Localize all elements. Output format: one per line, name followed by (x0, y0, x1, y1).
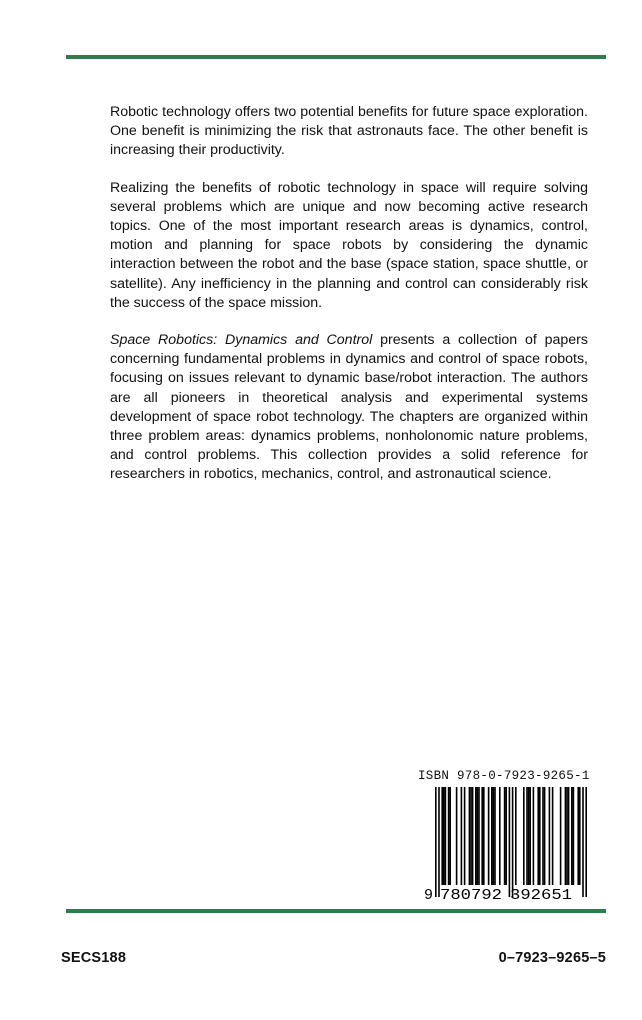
barcode-bar (499, 787, 501, 885)
book-title: Space Robotics: Dynamics and Control (110, 332, 373, 349)
barcode-bar (438, 787, 440, 897)
barcode-bar (478, 787, 480, 885)
blurb-paragraph-1: Robotic technology offers two potential benefits for future space exploration. One benefit is minimizing the risk that astronauts face. The other benefit is increasing their productivity. (110, 104, 588, 159)
barcode-bar (512, 787, 514, 897)
barcode-bar (461, 787, 463, 885)
barcode-bar (515, 787, 517, 885)
barcode-bar (472, 787, 474, 885)
barcode-bar (448, 787, 450, 885)
barcode-bar (582, 787, 584, 897)
barcode-bar (475, 787, 477, 885)
barcode-digit-first: 9 (424, 887, 434, 901)
barcode-bar (469, 787, 471, 885)
blurb-paragraph-2: Realizing the benefits of robotic technology in space will require solving several problems which are unique and now becoming active research topics. One of the most important research areas is dynamics, control, motion and planning for space robots by considering the dynamic interaction between the robot and the base (space station, space shuttle, or satellite). Any inefficiency in the planning and control can considerably risk the success of the space mission. (110, 179, 588, 311)
barcode-bar (493, 787, 495, 885)
barcode-bar (565, 787, 567, 885)
barcode-bar (585, 787, 587, 897)
barcode-bar (549, 787, 551, 885)
isbn-barcode-block (418, 769, 594, 909)
isbn-label: ISBN 978-0-7923-9265-1 (418, 769, 590, 783)
barcode-bar (494, 787, 496, 885)
barcode-digits-right: 392651 (510, 887, 572, 901)
barcode-bar (491, 787, 493, 885)
barcode-bar (571, 787, 573, 885)
barcode-bar (533, 787, 535, 885)
barcode-bar (483, 787, 485, 885)
series-code: SECS188 (61, 950, 127, 966)
barcode-bar (528, 787, 530, 885)
barcode-bar (504, 787, 506, 885)
back-cover-blurb (110, 103, 588, 503)
barcode-bar (552, 787, 554, 885)
barcode-bar (573, 787, 575, 885)
barcode-bar (470, 787, 472, 885)
ean13-barcode (424, 787, 588, 901)
barcode-bar (449, 787, 451, 885)
barcode-bar (441, 787, 443, 885)
barcode-bar (464, 787, 466, 885)
barcode-bar (577, 787, 579, 885)
barcode-bar (456, 787, 458, 885)
bottom-green-rule (66, 909, 606, 913)
barcode-bar (481, 787, 483, 885)
barcode-bar (539, 787, 541, 885)
barcode-graphic (424, 787, 588, 901)
barcode-bar (523, 787, 525, 885)
barcode-bar (443, 787, 445, 885)
barcode-bar (566, 787, 568, 885)
barcode-bar (579, 787, 581, 885)
barcode-bar (526, 787, 528, 885)
barcode-bar (445, 787, 447, 885)
isbn-10: 0–7923–9265–5 (498, 950, 606, 966)
barcode-bar (529, 787, 531, 885)
top-green-rule (66, 55, 606, 59)
barcode-bar (568, 787, 570, 885)
barcode-bar (544, 787, 546, 885)
barcode-bar (509, 787, 511, 897)
barcode-bar (505, 787, 507, 885)
barcode-bar (488, 787, 490, 885)
blurb-paragraph-3 (110, 331, 588, 485)
barcode-digits-left: 780792 (440, 887, 502, 901)
barcode-bar (537, 787, 539, 885)
blurb-paragraph-3-text: presents a collection of papers concerning fundamental problems in dynamics and control of space robots, focusing on issues relevant to dynamic base/robot interaction. The authors are all pioneers in theoretical analysis and experimental systems development of space robot technology. The chapters are organized within three problem areas: dynamics problems, nonholonomic nature problems, and control problems. This collection provides a solid reference for researchers in robotics, mechanics, control, and astronautical science. (110, 332, 589, 483)
barcode-bar (542, 787, 544, 885)
barcode-bar (477, 787, 479, 885)
barcode-bar (435, 787, 437, 897)
barcode-bar (560, 787, 562, 885)
